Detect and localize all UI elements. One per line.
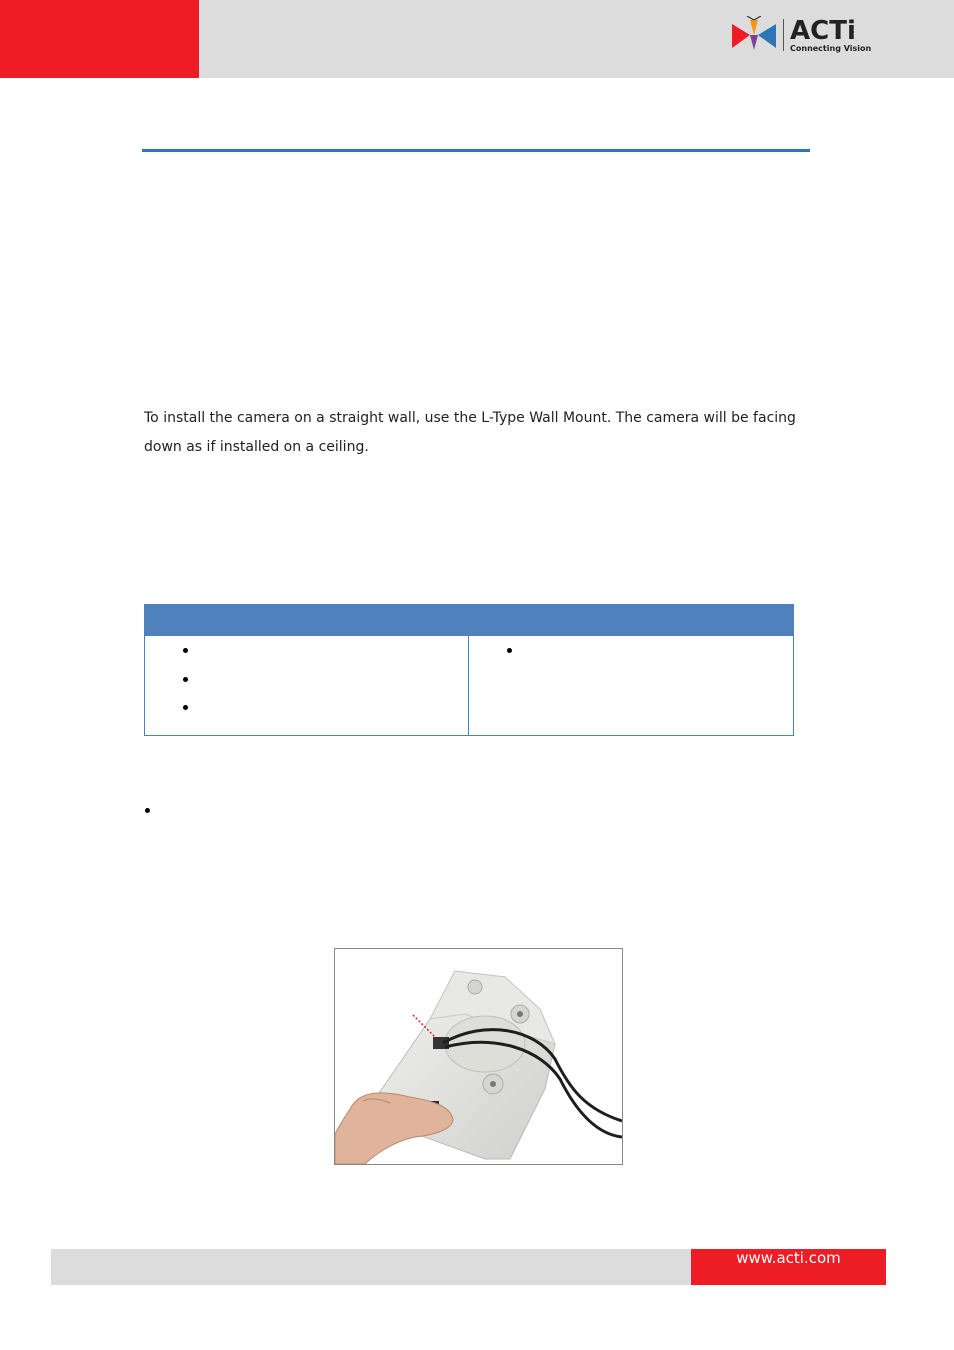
acti-logo (730, 16, 870, 56)
table-right-bullet-1 (507, 648, 512, 653)
logo-divider (783, 19, 784, 51)
table-left-bullet-2 (183, 677, 188, 682)
intro-paragraph: To install the camera on a straight wall, use the L-Type Wall Mount. The camera will be facing down as if installed on a ceiling. (144, 410, 796, 455)
spec-table-header (145, 605, 793, 636)
brand-name: ACTi (790, 16, 856, 46)
table-left-bullet-3 (183, 705, 188, 710)
spec-table-column-divider (468, 605, 469, 735)
website-link[interactable]: www.acti.com (736, 1249, 841, 1267)
butterfly-logo-icon (730, 16, 778, 54)
header-red-block (0, 0, 199, 78)
spec-table (144, 604, 794, 736)
wall-mount-illustration (335, 949, 622, 1164)
section-rule (142, 149, 810, 152)
list-bullet (145, 808, 150, 813)
wall-mount-photo (334, 948, 623, 1165)
table-left-bullet-1 (183, 648, 188, 653)
brand-tagline: Connecting Vision (790, 44, 872, 53)
